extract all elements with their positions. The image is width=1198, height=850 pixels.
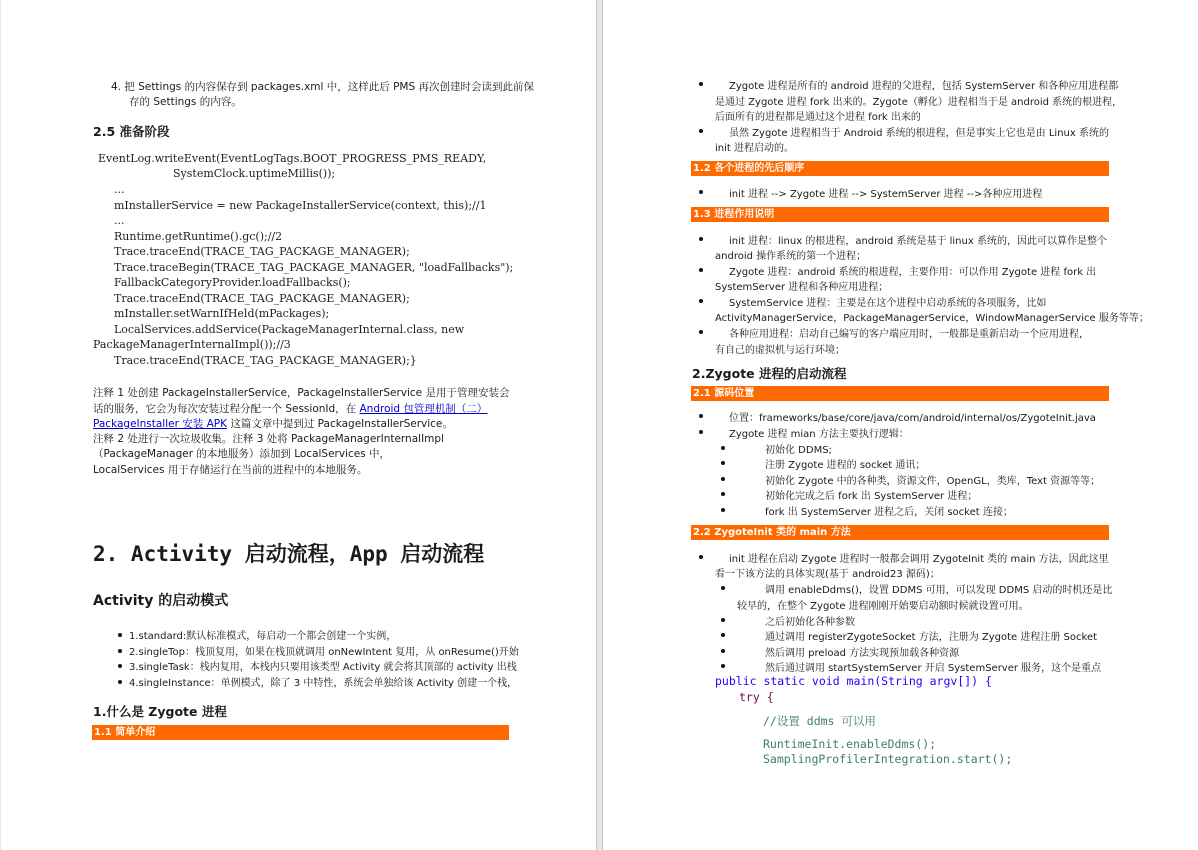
process-order-line: init 进程 --> Zygote 进程 --> SystemServer 进程 -->各种应用进程 <box>729 189 1043 200</box>
java-main-signature: public static void main(String argv[]) { <box>715 674 992 688</box>
section-1-1-bar: 1.1 简单介绍 <box>92 725 509 740</box>
zygote-flow-heading: 2.Zygote 进程的启动流程 <box>692 366 847 381</box>
bullet-icon <box>721 492 725 496</box>
code-line: ... <box>114 214 125 227</box>
list-item-cont: 是通过 Zygote 进程 fork 出来的。Zygote（孵化）进程相当于是 android 系统的根进程， <box>715 97 1123 108</box>
code-line: mInstallerService = new PackageInstallerService(context, this);//1 <box>114 199 487 212</box>
note2-line2: （PackageManager 的本地服务）添加到 LocalServices 中， <box>93 448 391 460</box>
zygoteinit-intro-line2: 看一下该方法的具体实现(基于 android23 源码)； <box>715 569 940 580</box>
list-item: 3.singleTask：栈内复用，本栈内只要用该类型 Activity 就会将其顶部的 activity 出栈 <box>129 662 517 673</box>
section-2-2-bar: 2.2 ZygoteInit 类的 main 方法 <box>691 525 1109 540</box>
bullet-icon <box>699 330 703 334</box>
zygote-question-heading: 1.什么是 Zygote 进程 <box>93 704 227 719</box>
bullet-icon <box>721 508 725 512</box>
list-item-cont: 较早的，在整个 Zygote 进程刚刚开始要启动额时候就设置可用。 <box>737 601 1029 612</box>
package-manager-article-link[interactable]: Android 包管理机制（二） <box>359 403 488 415</box>
section-2-5-heading: 2.5 准备阶段 <box>93 124 170 139</box>
bullet-icon <box>699 190 703 194</box>
list-item-cont: ActivityManagerService，PackageManagerService，WindowManagerService 服务等等； <box>715 313 1149 324</box>
list-item-cont: 有自己的虚拟机与运行环境； <box>715 345 845 356</box>
code-line: Trace.traceEnd(TRACE_TAG_PACKAGE_MANAGER); <box>114 292 410 305</box>
list-item: 1.standard:默认标准模式，每启动一个都会创建一个实例， <box>129 631 397 642</box>
step4-line2: 存的 Settings 的内容。 <box>129 96 242 108</box>
bullet-icon <box>699 414 703 418</box>
list-item-cont: 后面所有的进程都是通过这个进程 fork 出来的 <box>715 112 921 123</box>
right-page <box>602 0 1198 850</box>
code-line: Trace.traceBegin(TRACE_TAG_PACKAGE_MANAGER, "loadFallbacks"); <box>114 261 514 274</box>
code-line: mInstaller.setWarnIfHeld(mPackages); <box>114 307 330 320</box>
note1-line3 <box>93 416 453 431</box>
bullet-icon <box>699 555 703 559</box>
note2-line1: 注释 2 处进行一次垃圾收集。注释 3 处将 PackageManagerInternalImpl <box>93 433 444 445</box>
step4-line1: 4. 把 Settings 的内容保存到 packages.xml 中，这样此后 PMS 再次创建时会读到此前保 <box>111 81 534 93</box>
java-try: try { <box>739 690 774 704</box>
list-item: init 进程：linux 的根进程，android 系统是基于 linux 系统的，因此可以算作是整个 <box>729 236 1107 247</box>
note1-line1: 注释 1 处创建 PackageInstallerService，PackageInstallerService 是用于管理安装会 <box>93 387 510 399</box>
package-installer-article-link[interactable]: PackageInstaller 安装 APK <box>93 418 227 430</box>
code-line: EventLog.writeEvent(EventLogTags.BOOT_PROGRESS_PMS_READY, <box>98 152 487 165</box>
section-1-3-bar: 1.3 进程作用说明 <box>691 207 1109 222</box>
note1-line3-text: 这篇文章中提到过 PackageInstallerService。 <box>226 418 453 430</box>
code-line: LocalServices.addService(PackageManagerInternal.class, new <box>114 323 465 336</box>
bullet-icon <box>721 633 725 637</box>
list-item: 初始化 Zygote 中的各种类，资源文件，OpenGL，类库，Text 资源等等； <box>765 476 1101 487</box>
bullet-icon <box>118 633 122 637</box>
list-item: Zygote 进程：android 系统的根进程，主要作用：可以作用 Zygote 进程 fork 出 <box>729 267 1097 278</box>
code-line: ... <box>114 183 125 196</box>
list-item: 初始化 DDMS; <box>765 445 832 456</box>
note1-line2-text: 话的服务，它会为每次安装过程分配一个 SessionId，在 <box>93 403 360 415</box>
code-line: SystemClock.uptimeMillis()); <box>173 167 336 180</box>
list-item: 4.singleInstance：单例模式，除了 3 中特性，系统会单独给该 Activity 创建一个栈， <box>129 678 518 689</box>
bullet-icon <box>699 430 703 434</box>
zygoteinit-intro-line1: init 进程在启动 Zygote 进程时一般都会调用 ZygoteInit 类的 main 方法，因此这里 <box>729 554 1109 565</box>
code-line: FallbackCategoryProvider.loadFallbacks(); <box>114 276 351 289</box>
list-item: 然后通过调用 startSystemServer 开启 SystemServer 服务，这个是重点 <box>765 663 1102 674</box>
code-line: Trace.traceEnd(TRACE_TAG_PACKAGE_MANAGER); <box>114 245 410 258</box>
note1-line2 <box>93 401 487 416</box>
bullet-icon <box>721 618 725 622</box>
bullet-icon <box>699 82 703 86</box>
code-line: PackageManagerInternalImpl());//3 <box>93 338 291 351</box>
list-item: 通过调用 registerZygoteSocket 方法，注册为 Zygote 进程注册 Socket <box>765 632 1098 643</box>
list-item: 调用 enableDdms()，设置 DDMS 可用，可以发现 DDMS 启动的时机还是比 <box>765 585 1113 596</box>
bullet-icon <box>699 299 703 303</box>
bullet-icon <box>699 268 703 272</box>
list-item: SystemService 进程：主要是在这个进程中启动系统的各项服务，比如 <box>729 298 1047 309</box>
list-item: 之后初始化各种参数 <box>765 617 855 628</box>
list-item: fork 出 SystemServer 进程之后，关闭 socket 连接； <box>765 507 1013 518</box>
bullet-icon <box>721 664 725 668</box>
list-item-cont: android 操作系统的第一个进程； <box>715 251 867 262</box>
section-2-1-bar: 2.1 源码位置 <box>691 386 1109 401</box>
list-item: 虽然 Zygote 进程相当于 Android 系统的根进程，但是事实上它也是由 Linux 系统的 <box>729 128 1109 139</box>
bullet-icon <box>699 237 703 241</box>
chapter-title: 2. Activity 启动流程，App 启动流程 <box>93 542 485 566</box>
note2-line3: LocalServices 用于存储运行在当前的进程中的本地服务。 <box>93 464 368 476</box>
source-location: 位置：frameworks/base/core/java/com/android/internal/os/ZygoteInit.java <box>729 413 1096 424</box>
bullet-icon <box>699 129 703 133</box>
bullet-icon <box>721 477 725 481</box>
list-item: Zygote 进程是所有的 android 进程的父进程，包括 SystemServer 和各种应用进程都 <box>729 81 1119 92</box>
code-line: Trace.traceEnd(TRACE_TAG_PACKAGE_MANAGER);} <box>114 354 417 367</box>
code-line: Runtime.getRuntime().gc();//2 <box>114 230 283 243</box>
bullet-icon <box>721 649 725 653</box>
java-profiler-start: SamplingProfilerIntegration.start(); <box>763 752 1013 766</box>
main-logic-intro: Zygote 进程 mian 方法主要执行逻辑： <box>729 429 909 440</box>
list-item-cont: init 进程启动的。 <box>715 143 794 154</box>
list-item: 各种应用进程：启动自己编写的客户端应用时，一般都是重新启动一个应用进程， <box>729 329 1089 340</box>
bullet-icon <box>118 664 122 668</box>
list-item-cont: SystemServer 进程和各种应用进程； <box>715 282 889 293</box>
bullet-icon <box>721 586 725 590</box>
java-comment: //设置 ddms 可以用 <box>763 714 876 728</box>
list-item: 2.singleTop：栈顶复用，如果在栈顶就调用 onNewIntent 复用，从 onResume()开始 <box>129 647 519 658</box>
bullet-icon <box>721 446 725 450</box>
list-item: 然后调用 preload 方法实现预加载各种资源 <box>765 648 960 659</box>
bullet-icon <box>118 680 122 684</box>
section-1-2-bar: 1.2 各个进程的先后顺序 <box>691 161 1109 176</box>
java-enable-ddms: RuntimeInit.enableDdms(); <box>763 737 937 751</box>
left-page <box>1 0 597 850</box>
bullet-icon <box>118 649 122 653</box>
list-item: 初始化完成之后 fork 出 SystemServer 进程； <box>765 491 978 502</box>
launch-mode-heading: Activity 的启动模式 <box>93 593 229 609</box>
bullet-icon <box>721 461 725 465</box>
list-item: 注册 Zygote 进程的 socket 通讯； <box>765 460 926 471</box>
